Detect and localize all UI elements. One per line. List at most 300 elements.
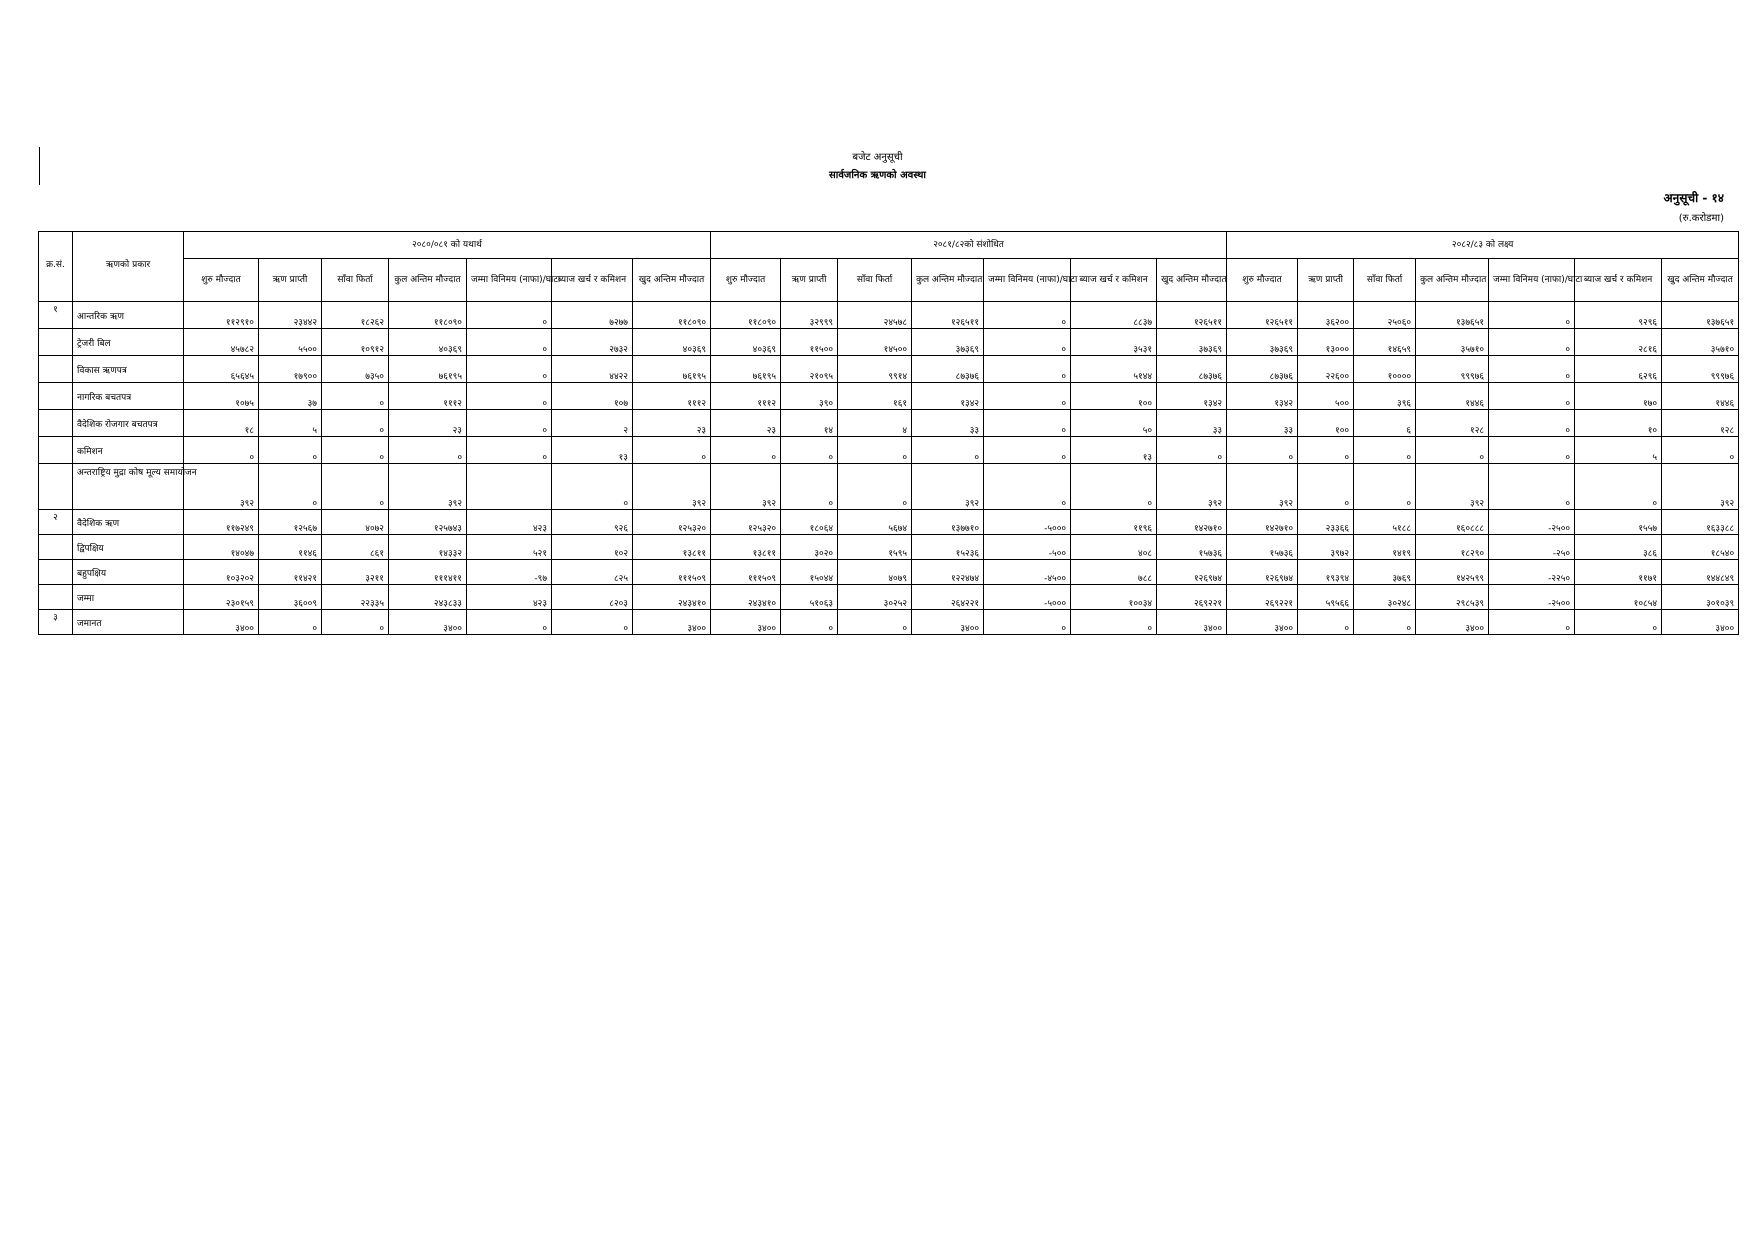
value-cell: ७६१९५ — [633, 356, 711, 383]
value-cell: २३ — [711, 410, 781, 437]
value-cell: -५०० — [984, 535, 1071, 560]
value-cell: ० — [984, 383, 1071, 410]
value-cell: १३००० — [1298, 329, 1354, 356]
value-cell: २३०१५९ — [184, 585, 259, 610]
group-header-target: २०८२/८३ को लक्ष्य — [1227, 232, 1739, 259]
value-cell: ० — [322, 383, 389, 410]
value-cell: ११४६ — [259, 535, 322, 560]
value-cell: ० — [1575, 464, 1662, 510]
value-cell: ३५७१० — [1416, 329, 1489, 356]
value-cell: ३४०० — [1416, 610, 1489, 635]
value-cell: १७९०० — [259, 356, 322, 383]
value-cell: ६२९६ — [1575, 356, 1662, 383]
value-cell: ११४२१ — [259, 560, 322, 585]
header-debt-type: ऋणको प्रकार — [73, 232, 184, 302]
value-cell: ३०१०३९ — [1662, 585, 1739, 610]
value-cell: ३४०० — [711, 610, 781, 635]
value-cell: ० — [1489, 610, 1575, 635]
value-cell: १२६५११ — [1227, 302, 1298, 329]
value-cell: ३९२ — [184, 464, 259, 510]
value-cell: २५०६० — [1354, 302, 1416, 329]
value-cell: ८२५ — [552, 560, 633, 585]
value-cell: ९९९७६ — [1416, 356, 1489, 383]
value-cell: ८८३७ — [1071, 302, 1157, 329]
value-cell: १०७ — [552, 383, 633, 410]
value-cell: ८७३७६ — [1157, 356, 1227, 383]
value-cell: -९७ — [467, 560, 552, 585]
value-cell: ० — [552, 610, 633, 635]
value-cell: १५९५ — [838, 535, 912, 560]
value-cell: ० — [467, 610, 552, 635]
value-cell: ३७ — [259, 383, 322, 410]
value-cell: ० — [838, 610, 912, 635]
value-cell: ११८०९० — [389, 302, 467, 329]
value-cell: ९२६ — [552, 510, 633, 535]
value-cell: ९२९६ — [1575, 302, 1662, 329]
value-cell: १११५०९ — [633, 560, 711, 585]
value-cell: ३७३६९ — [1157, 329, 1227, 356]
row-sn — [39, 329, 73, 356]
value-cell: ० — [322, 464, 389, 510]
value-cell: १११२ — [633, 383, 711, 410]
value-cell: ३२९९९ — [781, 302, 838, 329]
unit-label: (रु.करोडमा) — [1678, 213, 1724, 224]
value-cell: २३४४२ — [259, 302, 322, 329]
value-cell: ३९२ — [711, 464, 781, 510]
value-cell: १२६९७४ — [1157, 560, 1227, 585]
value-cell: ० — [1071, 464, 1157, 510]
value-cell: ३४०० — [1227, 610, 1298, 635]
value-cell: २६९२२१ — [1227, 585, 1298, 610]
value-cell: ० — [633, 437, 711, 464]
sub-header-2-1: ऋण प्राप्ती — [1298, 259, 1354, 302]
value-cell: ५१४४ — [1071, 356, 1157, 383]
value-cell: ५९५६६ — [1298, 585, 1354, 610]
value-cell: ५१८८ — [1354, 510, 1416, 535]
table-row — [39, 585, 1739, 610]
sub-header-1-6: खुद अन्तिम मौज्दात — [1157, 259, 1227, 302]
value-cell: ० — [467, 302, 552, 329]
sub-header-2-6: खुद अन्तिम मौज्दात — [1662, 259, 1739, 302]
value-cell: ० — [1489, 329, 1575, 356]
value-cell: १०० — [1298, 410, 1354, 437]
value-cell: ० — [984, 437, 1071, 464]
value-cell: ० — [184, 437, 259, 464]
sub-header-1-5: ब्याज खर्च र कमिशन — [1071, 259, 1157, 302]
sub-header-0-4: जम्मा विनिमय (नाफा)/घाटा — [467, 259, 552, 302]
row-sn: १ — [39, 302, 73, 329]
value-cell: ० — [322, 610, 389, 635]
value-cell: ० — [322, 410, 389, 437]
value-cell: ५० — [1071, 410, 1157, 437]
value-cell: ३९० — [781, 383, 838, 410]
value-cell: २४५७८ — [838, 302, 912, 329]
value-cell: १३७६५१ — [1416, 302, 1489, 329]
sub-header-2-0: शुरु मौज्दात — [1227, 259, 1298, 302]
value-cell: ० — [1489, 356, 1575, 383]
value-cell: ० — [984, 329, 1071, 356]
sub-header-0-1: ऋण प्राप्ती — [259, 259, 322, 302]
value-cell: ९९१४ — [838, 356, 912, 383]
sub-header-2-3: कुल अन्तिम मौज्दात — [1416, 259, 1489, 302]
value-cell: १८५४० — [1662, 535, 1739, 560]
group-header-actual: २०८०/०८१ को यथार्थ — [184, 232, 711, 259]
value-cell: ० — [838, 437, 912, 464]
value-cell: ५१०६३ — [781, 585, 838, 610]
value-cell: ५ — [1575, 437, 1662, 464]
row-debt-type: वैदेशिक रोजगार बचतपत्र — [73, 410, 184, 437]
value-cell: १३७७१० — [912, 510, 984, 535]
value-cell: १३४२ — [912, 383, 984, 410]
row-sn — [39, 383, 73, 410]
row-sn: २ — [39, 510, 73, 535]
value-cell: ५५०० — [259, 329, 322, 356]
sub-header-1-1: ऋण प्राप्ती — [781, 259, 838, 302]
value-cell: ३९२ — [633, 464, 711, 510]
sub-header-2-5: ब्याज खर्च र कमिशन — [1575, 259, 1662, 302]
value-cell: ३८६ — [1575, 535, 1662, 560]
value-cell: १६१ — [838, 383, 912, 410]
value-cell: ० — [1489, 302, 1575, 329]
sub-header-1-3: कुल अन्तिम मौज्दात — [912, 259, 984, 302]
value-cell: -२२५० — [1489, 560, 1575, 585]
row-debt-type: अन्तराष्ट्रिय मुद्रा कोष मूल्य समायोजन — [73, 464, 184, 510]
row-sn — [39, 356, 73, 383]
value-cell: १४४६ — [1416, 383, 1489, 410]
value-cell: १०३२०२ — [184, 560, 259, 585]
value-cell: ३७६९ — [1354, 560, 1416, 585]
value-cell: ० — [259, 610, 322, 635]
table-row — [39, 356, 1739, 383]
doc-title: सार्वजनिक ऋणको अवस्था — [828, 170, 926, 181]
value-cell: ० — [1298, 610, 1354, 635]
row-debt-type: कमिशन — [73, 437, 184, 464]
value-cell: १४ — [781, 410, 838, 437]
value-cell: १२५३२० — [633, 510, 711, 535]
value-cell: १३७६५१ — [1662, 302, 1739, 329]
value-cell: -४५०० — [984, 560, 1071, 585]
value-cell: ० — [1489, 464, 1575, 510]
value-cell: -५००० — [984, 510, 1071, 535]
sub-header-row — [39, 259, 1739, 302]
value-cell: १३ — [552, 437, 633, 464]
value-cell: ३४०० — [1157, 610, 1227, 635]
value-cell: ३९२ — [912, 464, 984, 510]
value-cell: ३७३६९ — [912, 329, 984, 356]
value-cell: १४२७१० — [1157, 510, 1227, 535]
value-cell: ६५६४५ — [184, 356, 259, 383]
row-sn — [39, 464, 73, 510]
value-cell: २४३४१० — [711, 585, 781, 610]
value-cell: १११५०९ — [711, 560, 781, 585]
value-cell: २४३४१० — [633, 585, 711, 610]
sub-header-0-6: खुद अन्तिम मौज्दात — [633, 259, 711, 302]
value-cell: ३९२ — [1157, 464, 1227, 510]
value-cell: ४०३६९ — [711, 329, 781, 356]
value-cell: १४३३२ — [389, 535, 467, 560]
row-debt-type: बहुपक्षिय — [73, 560, 184, 585]
value-cell: ४०८ — [1071, 535, 1157, 560]
value-cell: ० — [322, 437, 389, 464]
value-cell: २८१६ — [1575, 329, 1662, 356]
value-cell: १० — [1575, 410, 1662, 437]
row-sn — [39, 585, 73, 610]
value-cell: २३३६६ — [1298, 510, 1354, 535]
value-cell: ९९९७६ — [1662, 356, 1739, 383]
row-sn — [39, 410, 73, 437]
value-cell: १३८११ — [633, 535, 711, 560]
value-cell: ७३५० — [322, 356, 389, 383]
value-cell: १४२५९९ — [1416, 560, 1489, 585]
value-cell: ३०२० — [781, 535, 838, 560]
row-sn — [39, 560, 73, 585]
annex-label: अनुसूची - १४ — [1663, 191, 1724, 205]
header-sn: क्र.सं. — [39, 232, 73, 302]
table-row — [39, 437, 1739, 464]
value-cell: ० — [467, 437, 552, 464]
value-cell: ० — [984, 410, 1071, 437]
value-cell: २ — [552, 410, 633, 437]
value-cell: ० — [838, 464, 912, 510]
value-cell: -२५० — [1489, 535, 1575, 560]
value-cell: ११५०० — [781, 329, 838, 356]
sub-header-0-5: ब्याज खर्च र कमिशन — [552, 259, 633, 302]
value-cell: ७२७७ — [552, 302, 633, 329]
value-cell: २३ — [389, 410, 467, 437]
value-cell: १०० — [1071, 383, 1157, 410]
value-cell: ४०३६९ — [633, 329, 711, 356]
value-cell: २१०९५ — [781, 356, 838, 383]
value-cell: १११२ — [711, 383, 781, 410]
value-cell: १२६५११ — [912, 302, 984, 329]
table-row — [39, 560, 1739, 585]
row-debt-type: वैदेशिक ऋण — [73, 510, 184, 535]
sub-header-1-2: साँवा फिर्ता — [838, 259, 912, 302]
value-cell: ३४०० — [1662, 610, 1739, 635]
value-cell: १८ — [184, 410, 259, 437]
value-cell: ३९२ — [1227, 464, 1298, 510]
value-cell: ० — [711, 437, 781, 464]
value-cell: १४४६ — [1662, 383, 1739, 410]
value-cell: ५ — [259, 410, 322, 437]
value-cell: ० — [912, 437, 984, 464]
value-cell — [467, 464, 552, 510]
value-cell: ० — [984, 356, 1071, 383]
row-sn — [39, 535, 73, 560]
value-cell: १३४२ — [1157, 383, 1227, 410]
table-row — [39, 302, 1739, 329]
value-cell: ४०७९ — [838, 560, 912, 585]
value-cell: १७० — [1575, 383, 1662, 410]
row-debt-type: द्विपक्षिय — [73, 535, 184, 560]
value-cell: ० — [1354, 610, 1416, 635]
value-cell: ० — [1071, 610, 1157, 635]
value-cell: ३२११ — [322, 560, 389, 585]
row-sn: ३ — [39, 610, 73, 635]
value-cell: १११४११ — [389, 560, 467, 585]
value-cell: ३५७१० — [1662, 329, 1739, 356]
value-cell: ० — [1489, 410, 1575, 437]
value-cell: ० — [259, 437, 322, 464]
value-cell: १२५७४३ — [389, 510, 467, 535]
value-cell: १८२६२ — [322, 302, 389, 329]
value-cell: २२६०० — [1298, 356, 1354, 383]
row-debt-type: जम्मा — [73, 585, 184, 610]
table-body — [39, 302, 1739, 635]
value-cell: १८२९० — [1416, 535, 1489, 560]
table-row — [39, 535, 1739, 560]
value-cell: ४४२२ — [552, 356, 633, 383]
value-cell: ८२०३ — [552, 585, 633, 610]
value-cell: २६९२२१ — [1157, 585, 1227, 610]
value-cell: २७३२ — [552, 329, 633, 356]
value-cell: ११७२४९ — [184, 510, 259, 535]
value-cell: ३७३६९ — [1227, 329, 1298, 356]
value-cell: ८६१ — [322, 535, 389, 560]
value-cell: ० — [781, 610, 838, 635]
value-cell: ० — [467, 329, 552, 356]
value-cell: २३ — [633, 410, 711, 437]
value-cell: १२६५११ — [1157, 302, 1227, 329]
value-cell: ० — [467, 410, 552, 437]
value-cell: १५२३६ — [912, 535, 984, 560]
value-cell: ० — [781, 464, 838, 510]
value-cell: ० — [259, 464, 322, 510]
value-cell: ० — [1575, 610, 1662, 635]
value-cell: ५२१ — [467, 535, 552, 560]
value-cell: ० — [1298, 437, 1354, 464]
table-row — [39, 383, 1739, 410]
value-cell: ३३ — [1227, 410, 1298, 437]
value-cell: ० — [552, 464, 633, 510]
value-cell: ० — [1416, 437, 1489, 464]
value-cell: -२५०० — [1489, 510, 1575, 535]
value-cell: ० — [984, 610, 1071, 635]
value-cell: ३९२ — [389, 464, 467, 510]
value-cell: १११२ — [389, 383, 467, 410]
sub-header-0-0: शुरु मौज्दात — [184, 259, 259, 302]
table-row — [39, 610, 1739, 635]
value-cell: ७६१९५ — [389, 356, 467, 383]
value-cell: १०८५४ — [1575, 585, 1662, 610]
value-cell: ११९६ — [1071, 510, 1157, 535]
sub-header-2-2: साँवा फिर्ता — [1354, 259, 1416, 302]
value-cell: ० — [1354, 464, 1416, 510]
value-cell: १००३४ — [1071, 585, 1157, 610]
value-cell: १२८ — [1416, 410, 1489, 437]
sub-header-2-4: जम्मा विनिमय (नाफा)/घाटा — [1489, 259, 1575, 302]
row-sn — [39, 437, 73, 464]
value-cell: ३३ — [912, 410, 984, 437]
value-cell: ३६२०० — [1298, 302, 1354, 329]
sub-header-0-3: कुल अन्तिम मौज्दात — [389, 259, 467, 302]
value-cell: ३४०० — [912, 610, 984, 635]
value-cell: १५७३६ — [1157, 535, 1227, 560]
sub-header-1-0: शुरु मौज्दात — [711, 259, 781, 302]
value-cell: १२६९७४ — [1227, 560, 1298, 585]
table-row — [39, 410, 1739, 437]
value-cell: ३९६ — [1354, 383, 1416, 410]
value-cell: ० — [1489, 383, 1575, 410]
value-cell: ० — [1298, 464, 1354, 510]
value-cell: ० — [984, 302, 1071, 329]
value-cell: १५५७ — [1575, 510, 1662, 535]
row-debt-type: विकास ऋणपत्र — [73, 356, 184, 383]
value-cell: ५०० — [1298, 383, 1354, 410]
value-cell: ० — [1157, 437, 1227, 464]
value-cell: ११२९१० — [184, 302, 259, 329]
value-cell: ८७३७६ — [1227, 356, 1298, 383]
value-cell: ० — [984, 464, 1071, 510]
value-cell: १२५६७ — [259, 510, 322, 535]
value-cell: ५६७४ — [838, 510, 912, 535]
value-cell: ० — [467, 356, 552, 383]
value-cell: १४४८४९ — [1662, 560, 1739, 585]
row-debt-type: आन्तरिक ऋण — [73, 302, 184, 329]
value-cell: १५७३६ — [1227, 535, 1298, 560]
value-cell: ० — [1354, 437, 1416, 464]
sub-header-0-2: साँवा फिर्ता — [322, 259, 389, 302]
value-cell: ८७३७६ — [912, 356, 984, 383]
value-cell: २२३३५ — [322, 585, 389, 610]
value-cell: ४०७२ — [322, 510, 389, 535]
value-cell: १२८ — [1662, 410, 1739, 437]
doc-heading: बजेट अनुसूची — [852, 152, 903, 163]
value-cell: ३४०० — [389, 610, 467, 635]
value-cell: २९८५३९ — [1416, 585, 1489, 610]
value-cell: ३५३१ — [1071, 329, 1157, 356]
table-row — [39, 464, 1739, 510]
value-cell: ४०३६९ — [389, 329, 467, 356]
value-cell: १२२४७४ — [912, 560, 984, 585]
row-debt-type: ट्रेजरी बिल — [73, 329, 184, 356]
value-cell: ४ — [838, 410, 912, 437]
table-row — [39, 510, 1739, 535]
value-cell: ३४०० — [633, 610, 711, 635]
value-cell: १५०४४ — [781, 560, 838, 585]
value-cell: ० — [781, 437, 838, 464]
value-cell: -५००० — [984, 585, 1071, 610]
row-debt-type: जमानत — [73, 610, 184, 635]
value-cell: ४२३ — [467, 585, 552, 610]
value-cell: ० — [1227, 437, 1298, 464]
value-cell: ० — [1489, 437, 1575, 464]
table-row — [39, 329, 1739, 356]
value-cell: ३३ — [1157, 410, 1227, 437]
value-cell: १४०४७ — [184, 535, 259, 560]
value-cell: १८०६४ — [781, 510, 838, 535]
group-header-row — [39, 232, 1739, 259]
value-cell: १४१९ — [1354, 535, 1416, 560]
value-cell: ३६००९ — [259, 585, 322, 610]
value-cell: ३०२४८ — [1354, 585, 1416, 610]
value-cell: १०००० — [1354, 356, 1416, 383]
value-cell: ३४०० — [184, 610, 259, 635]
value-cell: १६३३८८ — [1662, 510, 1739, 535]
sub-header-1-4: जम्मा विनिमय (नाफा)/घाटा — [984, 259, 1071, 302]
public-debt-table — [38, 231, 1739, 635]
value-cell: १०९१२ — [322, 329, 389, 356]
value-cell: ११८०९० — [711, 302, 781, 329]
value-cell: ११८०९० — [633, 302, 711, 329]
value-cell: ३९७२ — [1298, 535, 1354, 560]
value-cell: १६०८८८ — [1416, 510, 1489, 535]
value-cell: ० — [467, 383, 552, 410]
value-cell: १४२७१० — [1227, 510, 1298, 535]
value-cell: ४२३ — [467, 510, 552, 535]
group-header-revised: २०८१/८२को संशोधित — [711, 232, 1227, 259]
value-cell: १३८११ — [711, 535, 781, 560]
